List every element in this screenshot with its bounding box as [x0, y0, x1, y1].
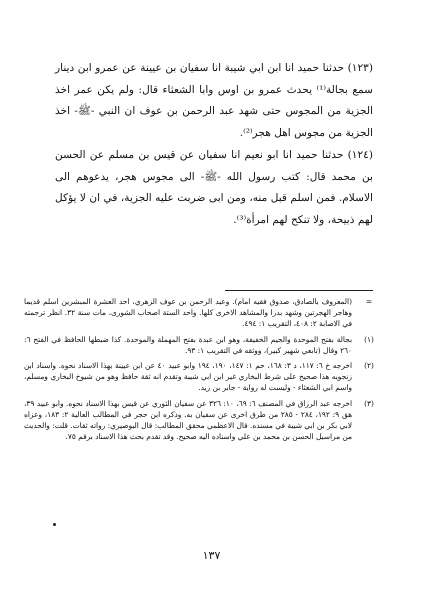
hadith-124-paragraph: (١٢٤) حدثنا حميد انا ابو نعيم انا سفيان عن قيس بن مسلم عن الحسن بن محمد قال: كتب رسول الله -ﷺ- الى مجوس هجر، يدعوهم الى الاسلام. فمن اسلم قبل منه، ومن ابى ضربت عليه الجزية، في ان لا يؤكل لهم ذبيحة، ولا تنكح لهم امرأة⁽³⁾. [55, 149, 373, 226]
footnote-continuation [24, 296, 380, 330]
footnote-2 [24, 360, 380, 394]
footnote-text: بجالة بفتح الموحدة والجيم الخفيفة، وهو ابن عبدة بفتح المهملة والموحدة. كذا ضبطها الحافظ في الفتح ٦: ٢٦٠ وقال (تابعي شهير كبير)، ووثقه في التقريب ١: ٩٣. [24, 334, 352, 355]
footnote-mark: (١) [364, 334, 374, 344]
footnote-mark: (٣) [364, 398, 374, 408]
footnote-mark: (٢) [364, 361, 374, 371]
page-number: ١٣٧ [202, 549, 221, 562]
footnotes [24, 296, 380, 446]
footnote-text: (المعروف بالصادق، صدوق فقيه امام). وعبد الرحمن بن عوف الزهري، احد العشرة المبشرين اسلم قديما وهاجر الهجرتين وشهد بدرا والمشاهد الاخرى كلها. واحد الستة اصحاب الشورى، مات سنة ٣٢. انظر ترجمته في الاصابة ٢: ٤٠٨، التقريب ١: ٤٩٤. [24, 297, 353, 329]
footnote-text: اخرجه خ ٦: ١١٧، د ٣: ١٦٨، حم ١: ١٤٧، ١٩٠، ١٩٤ وابو عبيد ٤٠ عن ابن عيينة بهذا الاسناد نحوه. واسناد ابن زنجويه هذا صحيح على شرط البخاري غير ابن ابي شيبة وتقدم انه ثقة حافظ وهو من شيوخ البخاري ومسلم، واسم ابي الشعثاء - وليست له رواية - جابر بن زيد. [24, 361, 353, 393]
end-dot [53, 523, 56, 526]
footnote-1 [24, 334, 380, 356]
footnote-3 [24, 398, 380, 443]
hadith-123-paragraph: (١٢٣) حدثنا حميد انا ابن ابي شيبة انا سفيان بن عيينة عن عمرو ابن دينار سمع بجالة⁽¹⁾ يحدث عمرو بن اوس وابا الشعثاء قال: ولم يكن عمر اخذ الجزية من المجوس حتى شهد عبد الرحمن بن عوف ان النبي -ﷺ- اخذ الجزية من مجوس اهل هجر⁽²⁾. [55, 62, 373, 139]
footnote-text: اخرجه عبد الرزاق في المصنف ٦: ٦٩، ١٠: ٣٢٦ عن سفيان الثوري عن قيس بهذا الاسناد نحوه. وابو عبيد ٣٩، هق ٩: ١٩٢، ٢٨٤ - ٢٨٥ من طرق اخرى عن سفيان به. وذكره ابن حجر في المطالب العالية ٢: ١٨٣، وعزاه لابي بكر بن ابي شيبة في مسنده. قال الاعظمي محقق المطالب: قال البوصيري: رواته ثقات. قلت: والحديث من مراسيل الحسن بن محمد بن علي واسناده اليه صحيح. وقد تقدم بحث هذا الاسناد برقم ٧٥. [24, 398, 353, 442]
footnote-mark: = [365, 297, 373, 306]
footnote-separator [225, 290, 373, 291]
main-text [55, 58, 373, 231]
